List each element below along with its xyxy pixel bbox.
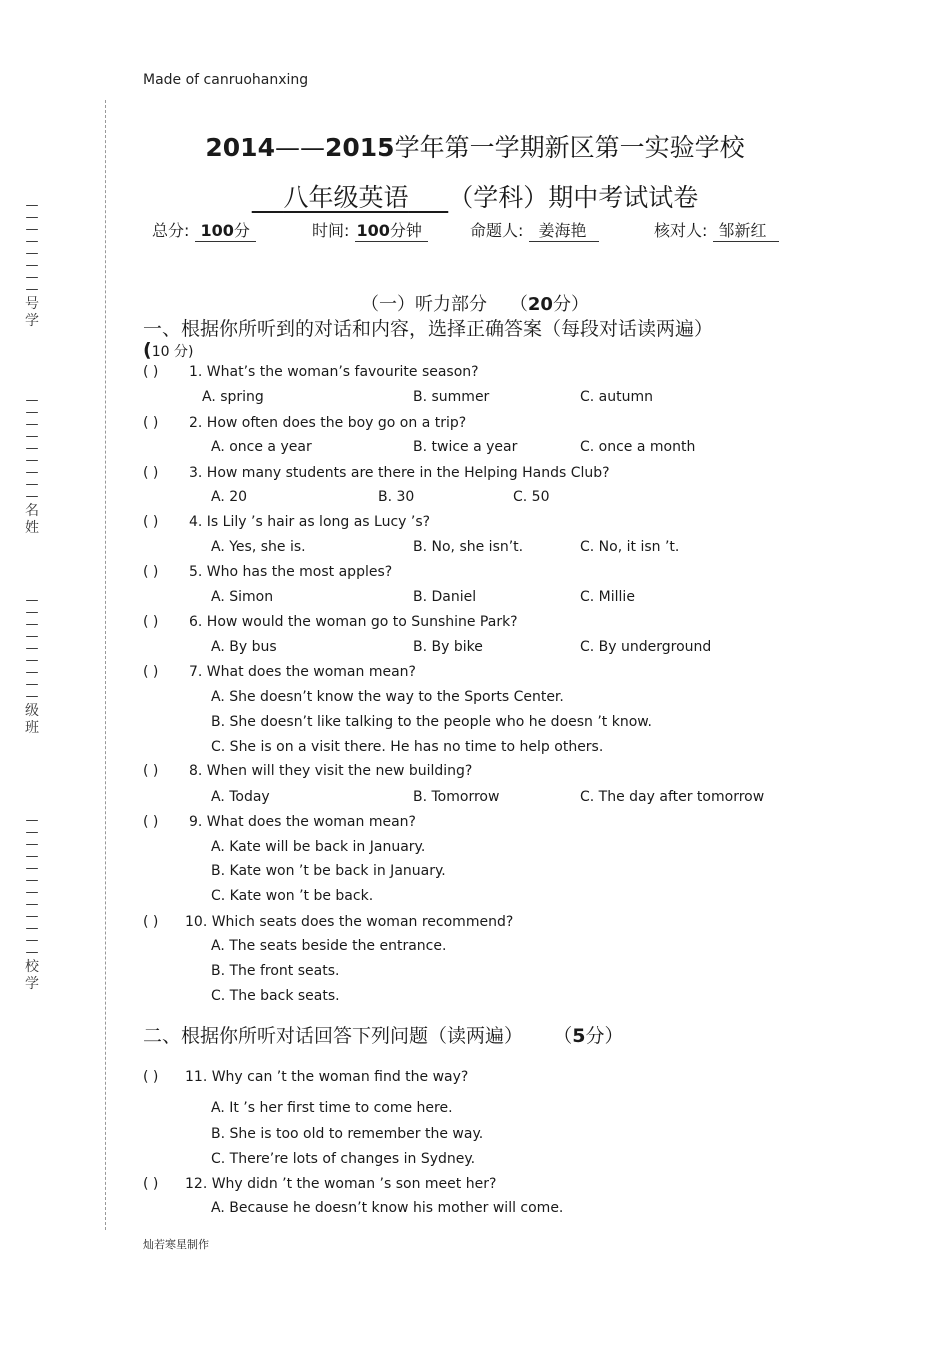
question-1: ( ) 1. What’s the woman’s favourite season?: [143, 364, 479, 380]
option-b: B. Tomorrow: [413, 789, 500, 805]
option-a: A. Yes, she is.: [211, 539, 306, 555]
option-a: A. By bus: [211, 639, 277, 655]
answer-blank[interactable]: ( ): [143, 1176, 159, 1192]
answer-blank[interactable]: ( ): [143, 564, 159, 580]
time-label: 时间:: [312, 221, 350, 240]
margin-label-text: 校学: [25, 959, 39, 992]
option-b: B. By bike: [413, 639, 483, 655]
info-total: [152, 218, 256, 242]
question-3: ( ) 3. How many students are there in the Helping Hands Club?: [143, 465, 610, 481]
margin-dashes: — — — — — — — — —: [25, 593, 39, 704]
question-5: ( ) 5. Who has the most apples?: [143, 564, 393, 580]
option-a: A. once a year: [211, 439, 312, 455]
year-end: 2015: [324, 133, 395, 162]
option-c: C. once a month: [580, 439, 696, 455]
option-a: A. Because he doesn’t know his mother will come.: [211, 1200, 564, 1216]
question-6: ( ) 6. How would the woman go to Sunshine Park?: [143, 614, 518, 630]
author-label: 命题人:: [470, 221, 524, 240]
binding-line: [105, 100, 106, 1230]
total-value: 100分: [195, 218, 256, 242]
exam-title: [0, 128, 950, 164]
footer-note: 灿若寒星制作: [143, 1238, 209, 1251]
answer-blank[interactable]: ( ): [143, 763, 159, 779]
option-c: C. By underground: [580, 639, 712, 655]
answer-blank[interactable]: ( ): [143, 614, 159, 630]
part2-title: 二、根据你所听对话回答下列问题（读两遍） （5分）: [143, 1025, 624, 1047]
info-checker: [654, 218, 779, 242]
margin-label-school: [22, 815, 42, 993]
question-10: ( ) 10. Which seats does the woman recommend?: [143, 914, 514, 930]
option-c: C. autumn: [580, 389, 654, 405]
question-8: ( ) 8. When will they visit the new building?: [143, 763, 473, 779]
option-b: B. twice a year: [413, 439, 518, 455]
margin-dashes: — — — — — — — — — — — —: [25, 813, 39, 960]
option-b: B. Kate won ’t be back in January.: [211, 863, 446, 879]
checker-label: 核对人:: [654, 221, 708, 240]
option-c: C. She is on a visit there. He has no time to help others.: [211, 739, 604, 755]
answer-blank[interactable]: ( ): [143, 415, 159, 431]
margin-label-text: 号学: [25, 296, 39, 329]
question-2: ( ) 2. How often does the boy go on a trip?: [143, 415, 467, 431]
checker-value: 邹新红: [713, 218, 779, 242]
option-b: B. She is too old to remember the way.: [211, 1126, 484, 1142]
option-b: B. summer: [413, 389, 490, 405]
answer-blank[interactable]: ( ): [143, 514, 159, 530]
year-start: 2014: [205, 133, 275, 162]
margin-label-name: [22, 395, 42, 537]
margin-label-text: 名姓: [25, 503, 39, 536]
question-9: ( ) 9. What does the woman mean?: [143, 814, 416, 830]
header-note: Made of canruohanxing: [143, 72, 309, 88]
option-c: C. There’re lots of changes in Sydney.: [211, 1151, 476, 1167]
answer-blank[interactable]: ( ): [143, 465, 159, 481]
margin-label-class: [22, 595, 42, 737]
info-time: [312, 218, 428, 242]
option-c: C. The day after tomorrow: [580, 789, 765, 805]
part2-score: 5: [572, 1025, 586, 1047]
part1-title: 一、根据你所听到的对话和内容，选择正确答案（每段对话读两遍）: [143, 318, 714, 340]
exam-subtitle: [0, 178, 950, 214]
margin-dashes: — — — — — — — — —: [25, 393, 39, 504]
answer-blank[interactable]: ( ): [143, 814, 159, 830]
time-value: 100分钟: [355, 218, 428, 242]
year-dash: ——: [274, 133, 325, 162]
answer-blank[interactable]: ( ): [143, 664, 159, 680]
subject-name: 八年级英语: [283, 183, 409, 212]
option-a: A. spring: [202, 389, 264, 405]
option-a: A. Today: [211, 789, 270, 805]
answer-blank[interactable]: ( ): [143, 914, 159, 930]
answer-blank[interactable]: ( ): [143, 364, 159, 380]
question-11: ( ) 11. Why can ’t the woman find the way?: [143, 1069, 469, 1085]
section-label: （一）听力部分: [361, 294, 488, 315]
question-12: ( ) 12. Why didn ’t the woman ’s son meet her?: [143, 1176, 497, 1192]
option-a: A. Kate will be back in January.: [211, 839, 426, 855]
option-b: B. Daniel: [413, 589, 477, 605]
margin-dashes: — — — — — — — —: [25, 198, 39, 297]
info-author: [470, 218, 599, 242]
answer-blank[interactable]: ( ): [143, 1069, 159, 1085]
section-score: 20: [527, 294, 553, 315]
option-a: A. It ’s her first time to come here.: [211, 1100, 453, 1116]
part1-score: (10 分): [143, 339, 194, 361]
option-c: C. 50: [513, 489, 550, 505]
option-b: B. No, she isn’t.: [413, 539, 524, 555]
total-label: 总分:: [152, 221, 190, 240]
question-4: ( ) 4. Is Lily ’s hair as long as Lucy ’s?: [143, 514, 431, 530]
title-rest: 学年第一学期新区第一实验学校: [394, 133, 745, 162]
option-a: A. 20: [211, 489, 248, 505]
option-c: C. Kate won ’t be back.: [211, 888, 374, 904]
option-b: B. The front seats.: [211, 963, 340, 979]
option-b: B. She doesn’t like talking to the people who he doesn ’t know.: [211, 714, 652, 730]
section-heading: （一）听力部分 （20分）: [361, 294, 589, 315]
option-a: A. She doesn’t know the way to the Sports Center.: [211, 689, 564, 705]
option-c: C. The back seats.: [211, 988, 340, 1004]
option-a: A. The seats beside the entrance.: [211, 938, 447, 954]
option-a: A. Simon: [211, 589, 274, 605]
author-value: 姜海艳: [529, 218, 599, 242]
option-c: C. Millie: [580, 589, 635, 605]
option-c: C. No, it isn ’t.: [580, 539, 680, 555]
question-7: ( ) 7. What does the woman mean?: [143, 664, 416, 680]
subtitle-rest: （学科）期中考试试卷: [448, 183, 699, 212]
option-b: B. 30: [378, 489, 415, 505]
margin-label-text: 级班: [25, 703, 39, 736]
